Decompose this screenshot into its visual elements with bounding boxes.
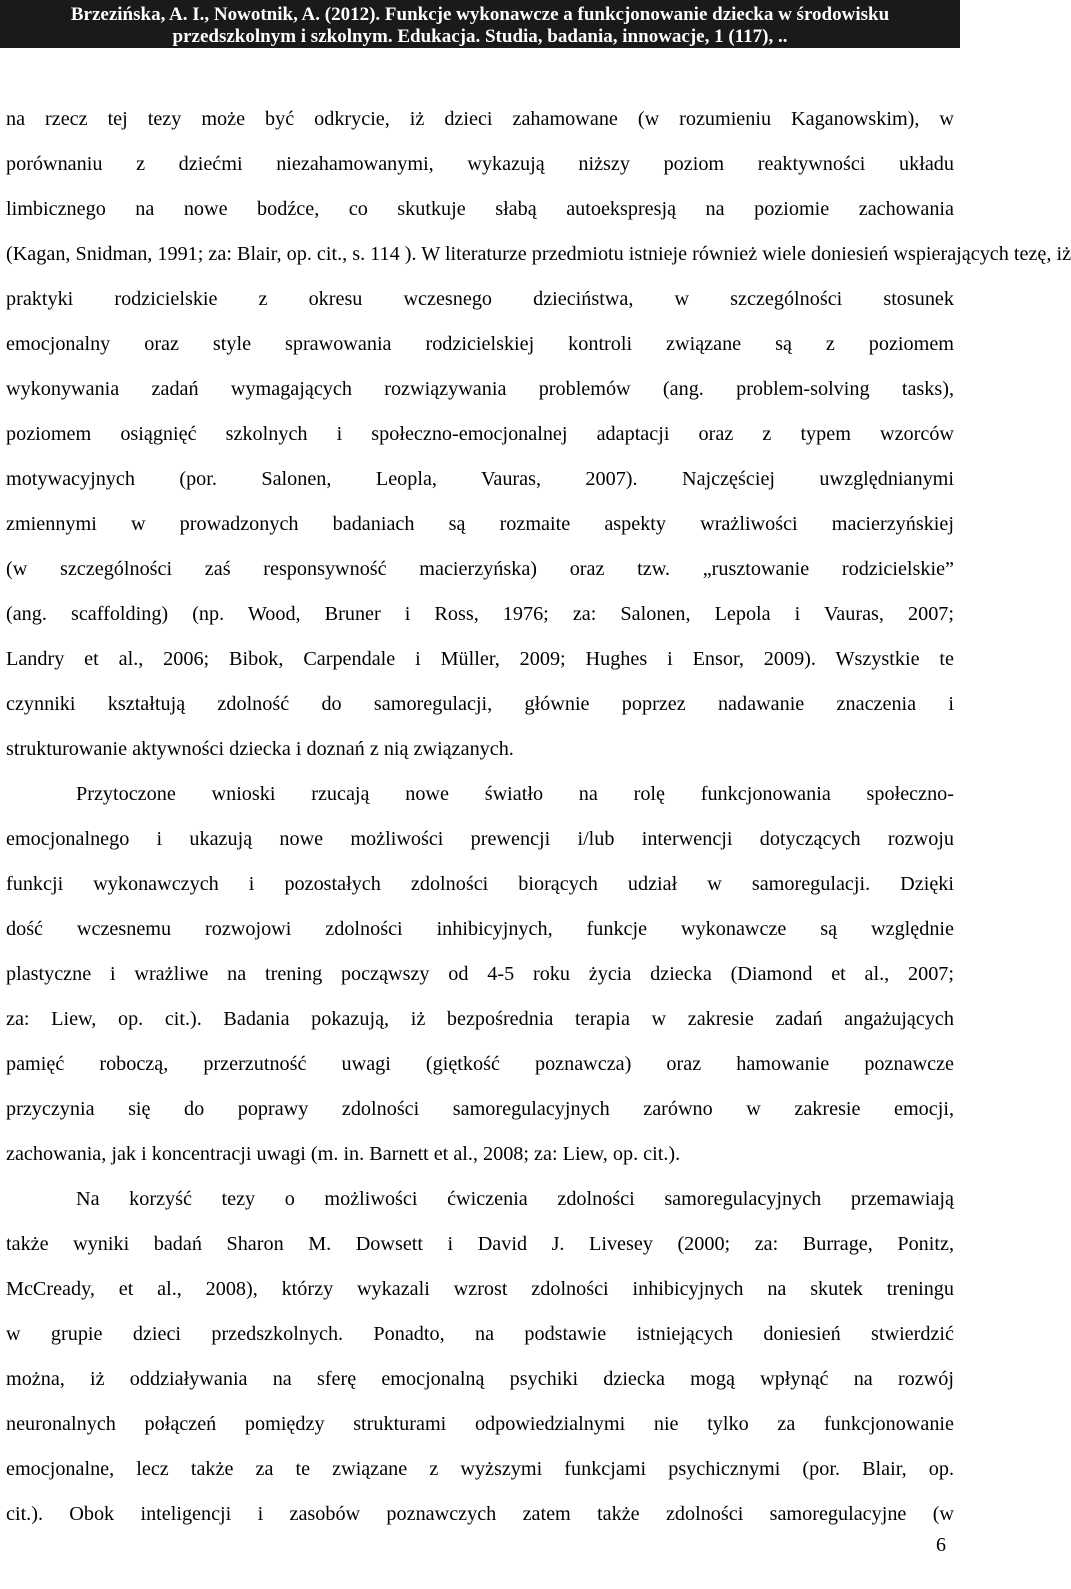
text-line xyxy=(6,232,1071,277)
text-line: w grupie dzieci przedszkolnych. Ponadto, na podstawie istniejących doniesień stwierdzić xyxy=(6,1323,954,1345)
text-line: na rzecz tej tezy może być odkrycie, iż dzieci zahamowane (w rozumieniu Kaganowskim), w xyxy=(6,108,954,130)
text-line: emocjonalnego i ukazują nowe możliwości prewencji i/lub interwencji dotyczących rozwoju xyxy=(6,828,954,850)
text-line: emocjonalne, lecz także za te związane z wyższymi funkcjami psychicznymi (por. Blair, op. xyxy=(6,1458,954,1480)
text-line: plastyczne i wrażliwe na trening począwszy od 4-5 roku życia dziecka (Diamond et al., 2007; xyxy=(6,963,954,985)
citation-line-1: Brzezińska, A. I., Nowotnik, A. (2012). Funkcje wykonawcze a funkcjonowanie dziecka w środowisku xyxy=(70,4,890,25)
text-line: zmiennymi w prowadzonych badaniach są rozmaite aspekty wrażliwości macierzyńskiej xyxy=(6,513,954,535)
text-line: Na korzyść tezy o możliwości ćwiczenia zdolności samoregulacyjnych przemawiają xyxy=(76,1188,954,1210)
text-line: przyczynia się do poprawy zdolności samoregulacyjnych zarówno w zakresie emocji, xyxy=(6,1098,954,1120)
text-line: praktyki rodzicielskie z okresu wczesnego dzieciństwa, w szczególności stosunek xyxy=(6,288,954,310)
text-line: dość wczesnemu rozwojowi zdolności inhibicyjnych, funkcje wykonawcze są względnie xyxy=(6,918,954,940)
text-line: cit.). Obok inteligencji i zasobów poznawczych zatem także zdolności samoregulacyjne (w xyxy=(6,1503,954,1525)
text-line: także wyniki badań Sharon M. Dowsett i David J. Livesey (2000; za: Burrage, Ponitz, xyxy=(6,1233,954,1255)
text-line: (w szczególności zaś responsywność macierzyńska) oraz tzw. „rusztowanie rodzicielskie” xyxy=(6,558,954,580)
text-line: McCready, et al., 2008), którzy wykazali wzrost zdolności inhibicyjnych na skutek treningu xyxy=(6,1278,954,1300)
text-line: funkcji wykonawczych i pozostałych zdolności biorących udział w samoregulacji. Dzięki xyxy=(6,873,954,895)
text-line: czynniki kształtują zdolność do samoregulacji, głównie poprzez nadawanie znaczenia i xyxy=(6,693,954,715)
text-line: wykonywania zadań wymagających rozwiązywania problemów (ang. problem-solving tasks), xyxy=(6,378,954,400)
text-line: Landry et al., 2006; Bibok, Carpendale i Müller, 2009; Hughes i Ensor, 2009). Wszystkie te xyxy=(6,648,954,670)
text-line: pamięć roboczą, przerzutność uwagi (giętkość poznawcza) oraz hamowanie poznawcze xyxy=(6,1053,954,1075)
text-line: za: Liew, op. cit.). Badania pokazują, iż bezpośrednia terapia w zakresie zadań angażujących xyxy=(6,1008,954,1030)
text-line: Przytoczone wnioski rzucają nowe światło na rolę funkcjonowania społeczno- xyxy=(76,783,954,805)
text-line: limbicznego na nowe bodźce, co skutkuje słabą autoekspresją na poziomie zachowania xyxy=(6,198,954,220)
text-line: (ang. scaffolding) (np. Wood, Bruner i Ross, 1976; za: Salonen, Lepola i Vauras, 2007; xyxy=(6,603,954,625)
text-line: neuronalnych połączeń pomiędzy strukturami odpowiedzialnymi nie tylko za funkcjonowanie xyxy=(6,1413,954,1435)
text-line: emocjonalny oraz style sprawowania rodzicielskiej kontroli związane są z poziomem xyxy=(6,333,954,355)
text-line: można, iż oddziaływania na sferę emocjonalną psychiki dziecka mogą wpłynąć na rozwój xyxy=(6,1368,954,1390)
text-line: poziomem osiągnięć szkolnych i społeczno-emocjonalnej adaptacji oraz z typem wzorców xyxy=(6,423,954,445)
text-line: strukturowanie aktywności dziecka i doznań z nią związanych. xyxy=(6,738,514,760)
text-line: zachowania, jak i koncentracji uwagi (m. in. Barnett et al., 2008; za: Liew, op. cit.). xyxy=(6,1143,681,1165)
page-header xyxy=(0,0,960,48)
text-line: porównaniu z dziećmi niezahamowanymi, wykazują niższy poziom reaktywności układu xyxy=(6,153,954,175)
citation-line-2: przedszkolnym i szkolnym. Edukacja. Studia, badania, innowacje, 1 (117), .. xyxy=(172,26,788,47)
paragraph1-end: (Kagan, Snidman, 1991; za: Blair, op. cit., s. 114 ). W literaturze przedmiotu istnieje również wiele doniesień wspierających tezę, iż xyxy=(6,243,1071,265)
body-text xyxy=(6,97,1071,1537)
text-line: motywacyjnych (por. Salonen, Leopla, Vauras, 2007). Najczęściej uwzględnianymi xyxy=(6,468,954,490)
page-number: 6 xyxy=(936,1534,946,1556)
